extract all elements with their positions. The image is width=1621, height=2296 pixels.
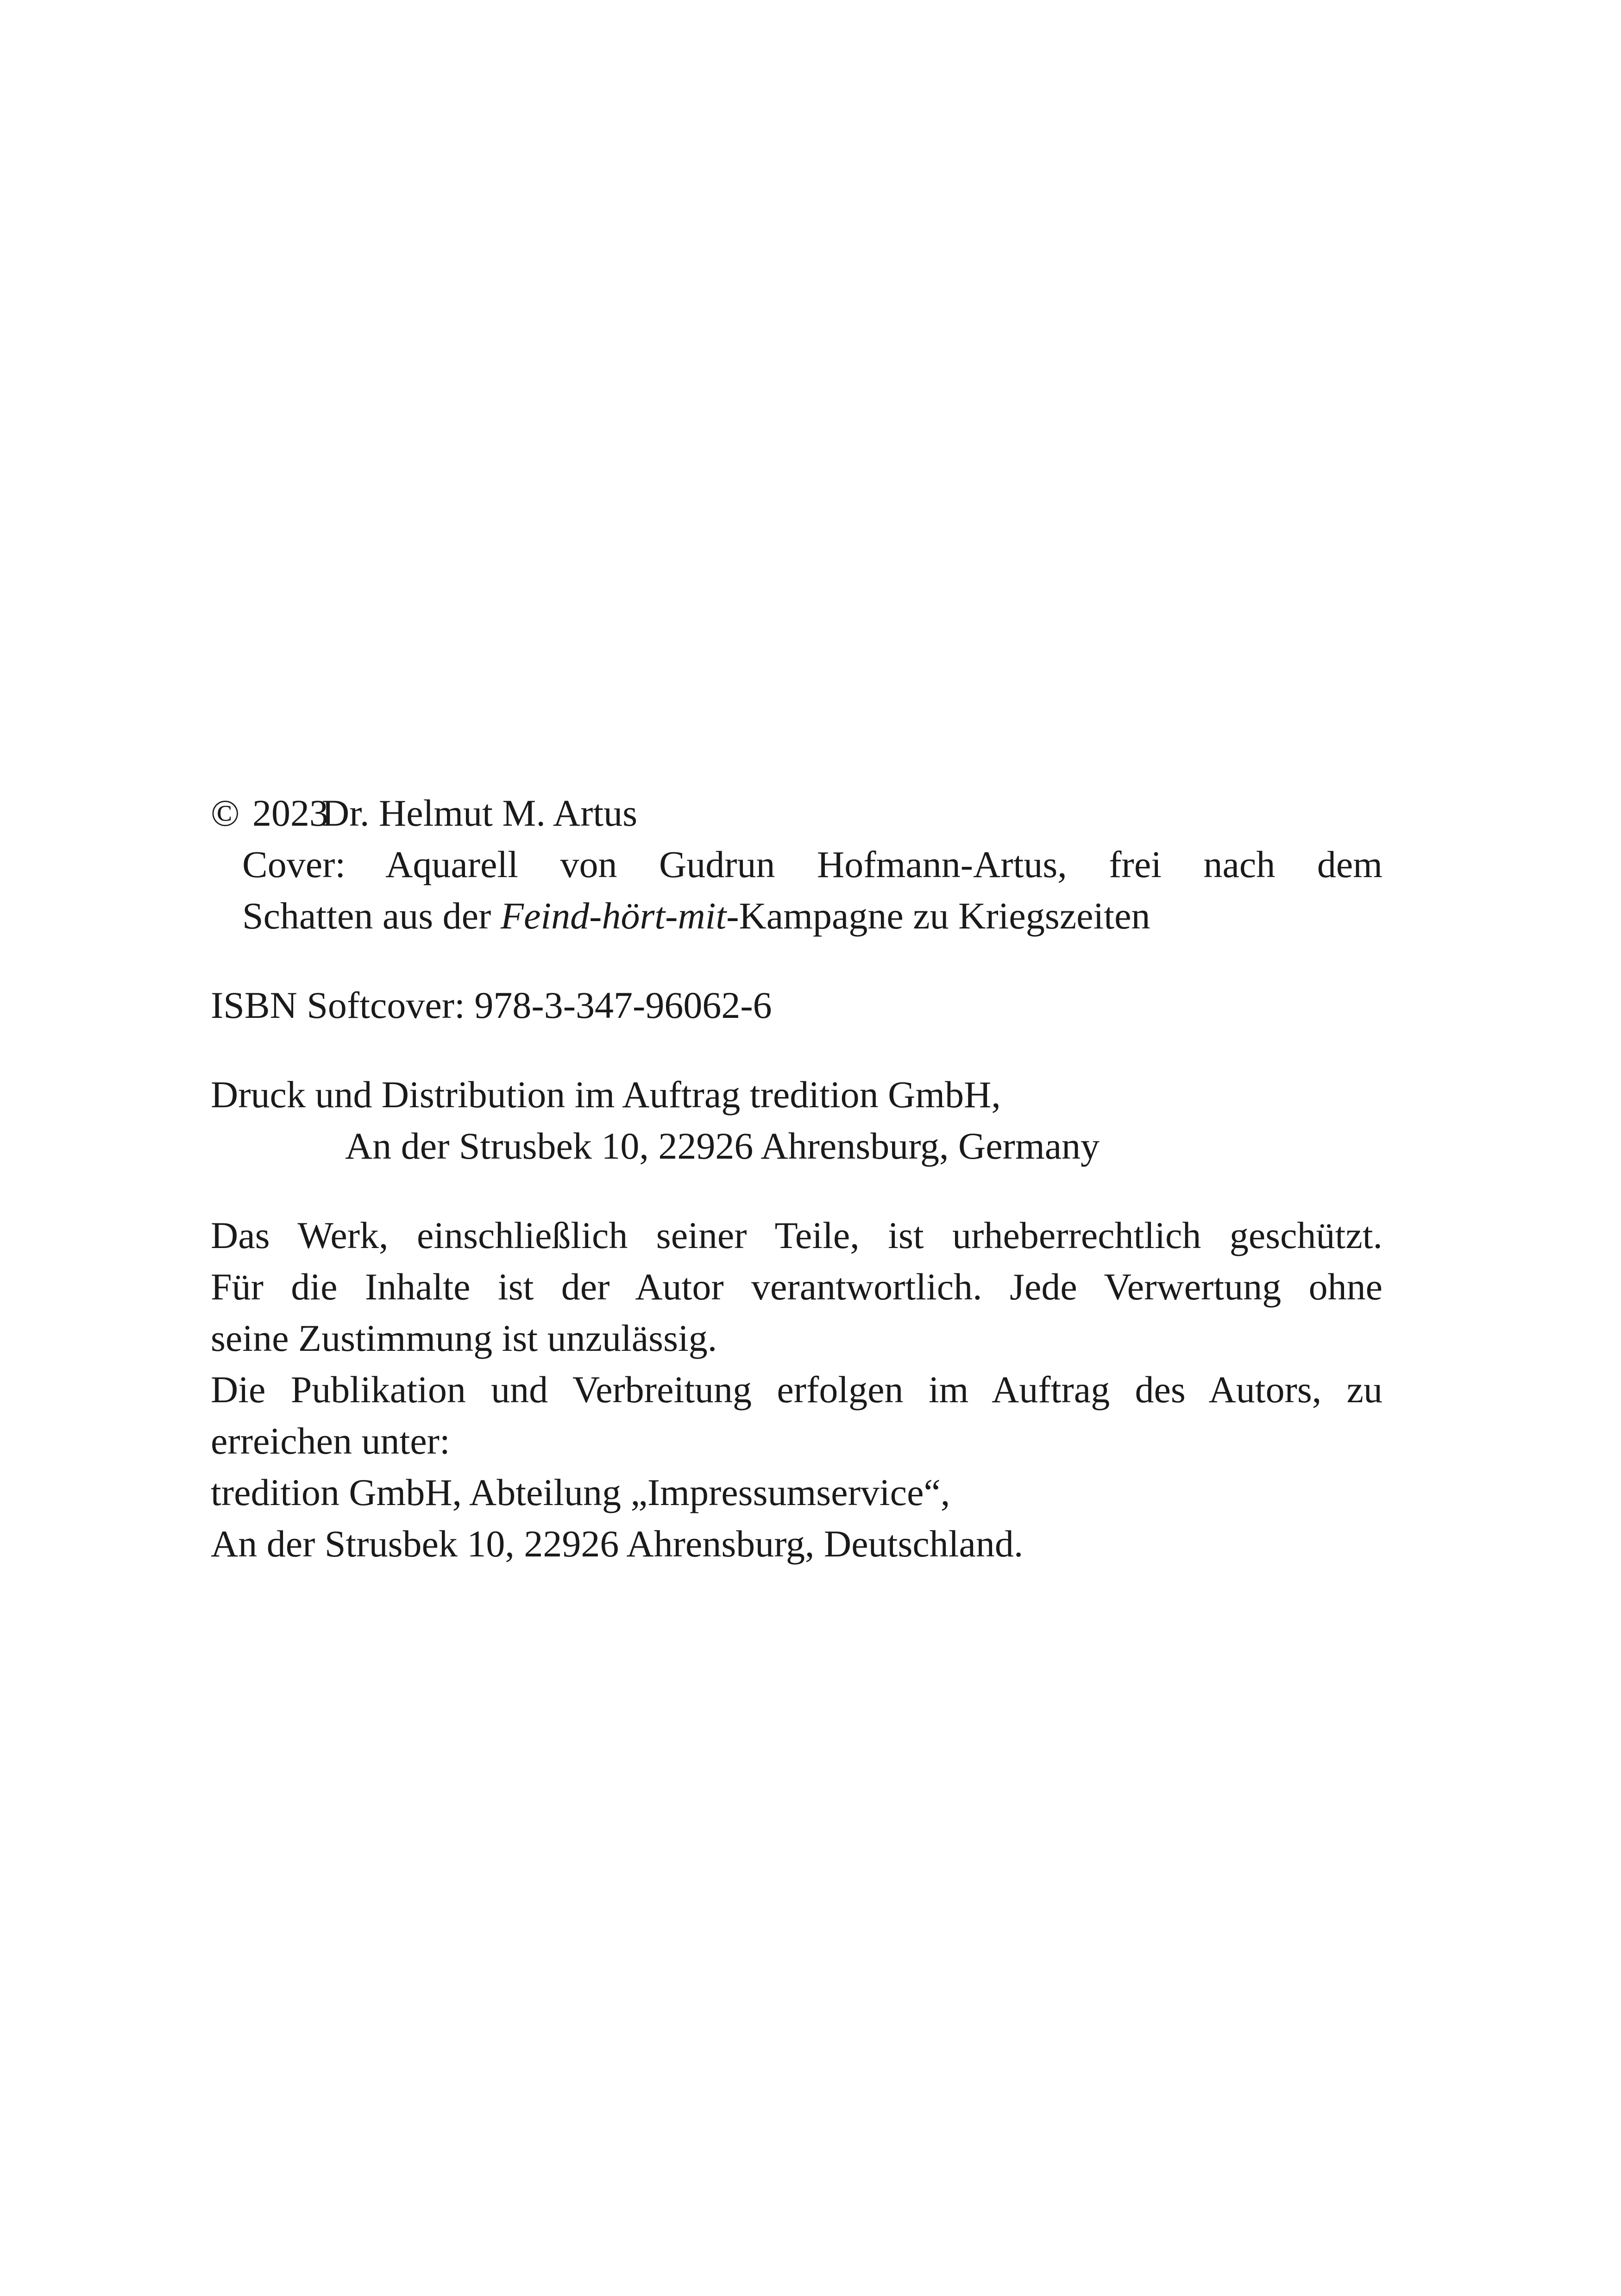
cover-credit-prefix: Schatten aus der [242, 895, 501, 937]
copyright-block [211, 787, 1382, 941]
spacer [211, 1031, 1382, 1069]
imprint-block [211, 787, 1382, 1569]
print-address: An der Strusbek 10, 22926 Ahrensburg, Germany [345, 1125, 1100, 1167]
cover-credit-line-2 [211, 890, 1382, 941]
campaign-name: Feind-hört-mit- [500, 895, 739, 937]
spacer [211, 941, 1382, 979]
print-line-1: Druck und Distribution im Auftrag tredition GmbH, [211, 1073, 1001, 1116]
copyright-year: 2023 [252, 792, 328, 834]
author-name: Dr. Helmut M. Artus [322, 792, 638, 834]
print-block [211, 1069, 1382, 1172]
rights-block [211, 1210, 1382, 1569]
rights-line-7: An der Strusbek 10, 22926 Ahrensburg, Deutschland. [211, 1523, 1024, 1565]
copyright-symbol: © [211, 792, 240, 834]
rights-line-2: Für die Inhalte ist der Autor verantwortlich. Jede Verwertung ohne [211, 1266, 1382, 1308]
cover-credit-line-1: Cover: Aquarell von Gudrun Hofmann-Artus, frei nach dem [242, 843, 1382, 885]
rights-line-4: Die Publikation und Verbreitung erfolgen im Auftrag des Autors, zu [211, 1368, 1382, 1411]
rights-line-5: erreichen unter: [211, 1420, 450, 1462]
spacer [211, 1172, 1382, 1210]
isbn-line: ISBN Softcover: 978-3-347-96062-6 [211, 984, 772, 1026]
cover-credit-suffix: Kampagne zu Kriegszeiten [739, 895, 1150, 937]
rights-line-1: Das Werk, einschließlich seiner Teile, ist urheberrechtlich geschützt. [211, 1214, 1382, 1256]
copyright-line [211, 787, 1382, 839]
isbn-block [211, 979, 1382, 1031]
rights-line-3: seine Zustimmung ist unzulässig. [211, 1317, 717, 1359]
rights-line-6: tredition GmbH, Abteilung „Impressumservice“, [211, 1471, 950, 1513]
